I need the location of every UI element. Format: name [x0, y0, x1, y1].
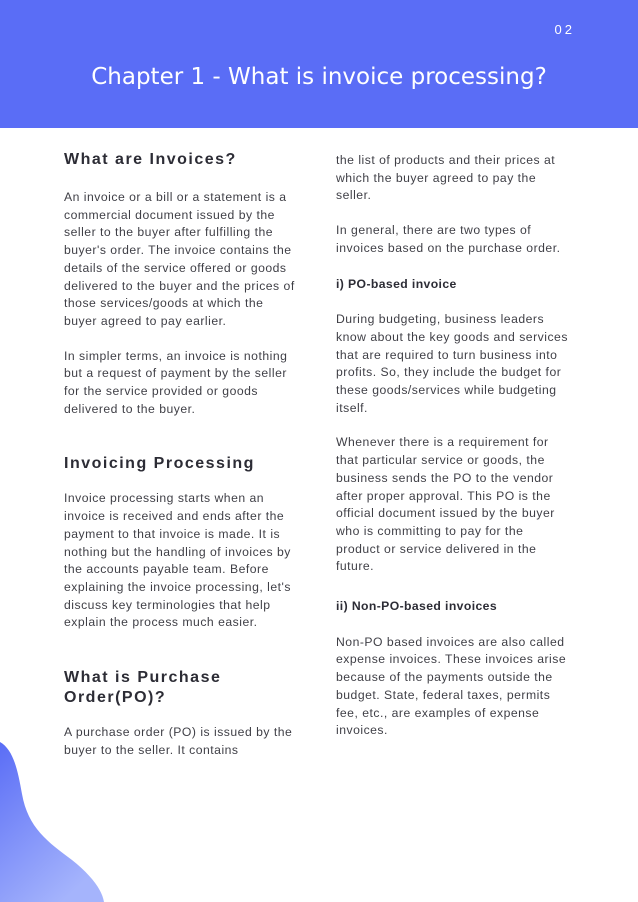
paragraph-invoices-simpler: In simpler terms, an invoice is nothing but a request of payment by the seller for the service provided or goods delivered to the buyer. — [64, 348, 288, 416]
subheading-po-based: i) PO-based invoice — [336, 276, 457, 291]
paragraph-po-based-requirement: Whenever there is a requirement for that particular service or goods, the business sends the PO to the vendor after proper approval. This PO is the official document issued by the buyer who is committing to pay for the product or service delivered in the future. — [336, 435, 555, 574]
paragraph-po-continued: the list of products and their prices at which the buyer agreed to pay the seller. — [336, 153, 556, 203]
left-column — [64, 150, 296, 759]
header-banner — [0, 0, 638, 128]
chapter-title: Chapter 1 - What is invoice processing? — [91, 64, 547, 90]
decorative-corner-wave — [0, 742, 120, 902]
paragraph-po-based-budgeting: During budgeting, business leaders know about the key goods and services that are required to turn business into profits. So, they include the budget for these goods/services while budgeting itself. — [336, 312, 568, 415]
right-column — [336, 152, 568, 740]
paragraph-invoices-definition: An invoice or a bill or a statement is a commercial document issued by the seller to the buyer after fulfilling the buyer's order. The invoice contains the details of the service offered or goods delivered to the buyer and the prices of those services/goods at which the buyer agreed to pay earlier. — [64, 190, 295, 328]
page-number: 02 — [554, 22, 575, 37]
subheading-non-po-based: ii) Non-PO-based invoices — [336, 599, 498, 614]
paragraph-purchase-order: A purchase order (PO) is issued by the buyer to the seller. It contains — [64, 725, 293, 757]
heading-invoicing-processing: Invoicing Processing — [64, 455, 255, 473]
paragraph-non-po-based: Non-PO based invoices are also called expense invoices. These invoices arise because of the payments outside the budget. State, federal taxes, permits fee, etc., are examples of expense invoices. — [336, 634, 567, 738]
paragraph-invoice-types: In general, there are two types of invoices based on the purchase order. — [336, 223, 561, 255]
heading-what-are-invoices: What are Invoices? — [64, 151, 237, 168]
paragraph-invoicing-processing: Invoice processing starts when an invoice is received and ends after the payment to that invoice is made. It is nothing but the handling of invoices by the accounts payable team. Before explaining the invoice processing, let's discuss key terminologies that help explain the process much easier. — [64, 491, 291, 630]
heading-purchase-order: What is Purchase Order(PO)? — [64, 669, 222, 707]
